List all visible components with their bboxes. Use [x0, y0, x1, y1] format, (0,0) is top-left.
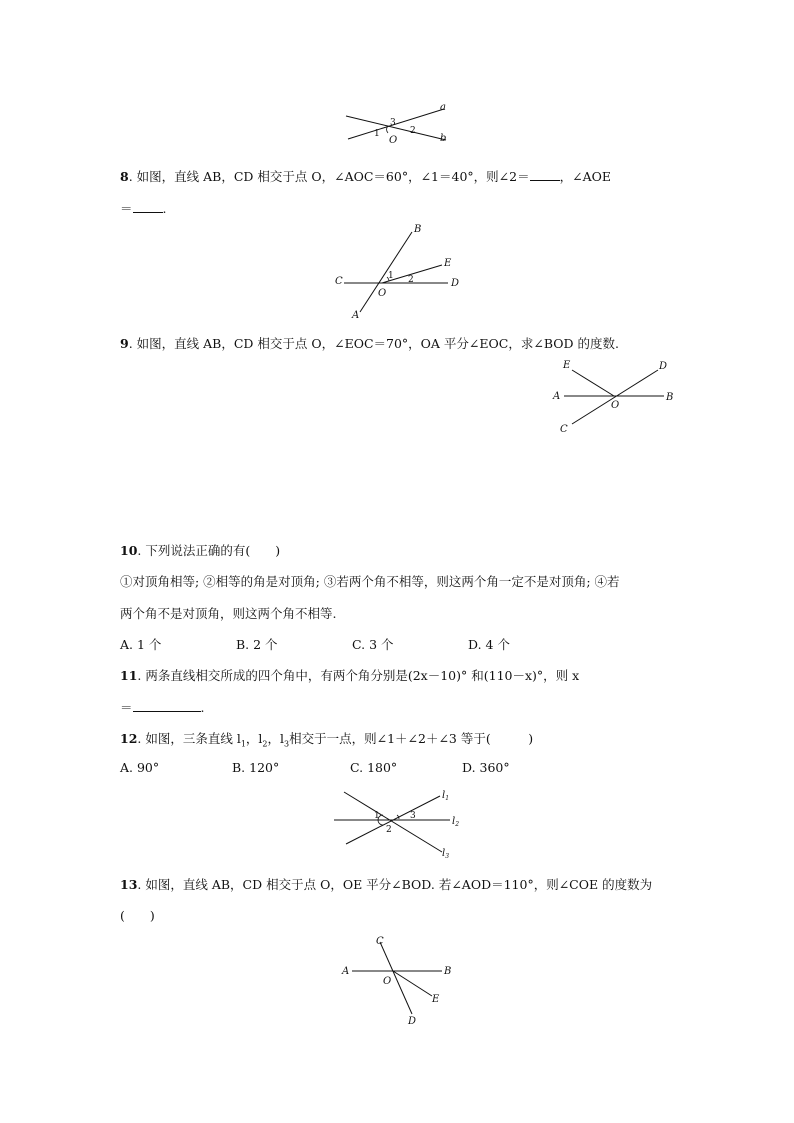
- equals-sign: ＝: [120, 201, 133, 216]
- figure-q12: [330, 786, 470, 862]
- question-text: . 如图，直线 AB，CD 相交于点 O，∠EOC＝70°，OA 平分∠EOC，求∠BOD 的度数.: [128, 336, 619, 351]
- label-D: D: [659, 361, 668, 372]
- question-8: [120, 167, 611, 185]
- ray-OE: [572, 370, 614, 396]
- label-angle-2: 2: [410, 126, 416, 136]
- period: .: [162, 201, 167, 216]
- question-9: [120, 334, 619, 352]
- question-text: . 两条直线相交所成的四个角中，有两个角分别是(2x－10)° 和(110－x)°，则 x: [137, 668, 580, 683]
- option-c[interactable]: C. 3 个: [352, 637, 394, 652]
- question-text: . 下列说法正确的有( ): [137, 543, 281, 558]
- option-b[interactable]: B. 120°: [232, 760, 280, 775]
- option-c[interactable]: C. 180°: [350, 760, 398, 775]
- label-A: A: [352, 310, 360, 321]
- label-B: B: [414, 224, 422, 235]
- label-a: a: [440, 102, 446, 113]
- label-D: D: [408, 1016, 417, 1027]
- figure-q13: [336, 930, 466, 1030]
- label-b: b: [440, 133, 447, 144]
- figure-q9: [548, 358, 680, 438]
- label-B: B: [444, 966, 452, 977]
- question-number: 8: [120, 169, 129, 184]
- label-O: O: [389, 135, 398, 146]
- label-angle-2: 2: [408, 275, 414, 285]
- equals-sign: ＝: [120, 700, 133, 715]
- option-b[interactable]: B. 2 个: [236, 637, 278, 652]
- answer-blank[interactable]: [133, 200, 163, 213]
- separator: ，l: [267, 731, 285, 746]
- label-l2: $l_2$: [452, 816, 460, 828]
- question-number: 13: [120, 877, 138, 892]
- label-l1: $l_1$: [442, 790, 450, 802]
- figure-q7: [340, 100, 460, 150]
- question-text-end: 相交于一点，则∠1＋∠2＋∠3 等于( ): [289, 731, 534, 746]
- option-a[interactable]: A. 1 个: [120, 637, 162, 652]
- answer-blank[interactable]: [133, 699, 201, 712]
- label-angle-1: 1: [388, 271, 394, 281]
- answer-blank[interactable]: [530, 168, 560, 181]
- figure-q8: [330, 222, 470, 322]
- question-13: [120, 875, 652, 893]
- label-D: D: [451, 278, 460, 289]
- option-a[interactable]: A. 90°: [120, 760, 160, 775]
- separator: ，l: [245, 731, 263, 746]
- question-10: [120, 541, 280, 559]
- question-11: [120, 666, 579, 684]
- label-E: E: [444, 258, 452, 269]
- question-8-line2: [120, 199, 167, 217]
- label-E: E: [432, 994, 440, 1005]
- subscript-3: 3: [284, 739, 290, 749]
- label-O: O: [383, 976, 392, 987]
- label-C: C: [335, 276, 343, 287]
- question-10-options: [120, 635, 510, 653]
- option-d[interactable]: D. 360°: [462, 760, 510, 775]
- line-l3: [344, 792, 442, 852]
- label-l3: $l_3$: [442, 848, 450, 860]
- subscript-1: 1: [240, 739, 246, 749]
- question-number: 10: [120, 543, 138, 558]
- option-d[interactable]: D. 4 个: [468, 637, 510, 652]
- question-13-line2: ( ): [120, 908, 155, 923]
- label-angle-3: 3: [390, 118, 396, 128]
- question-text: . 如图，直线 AB，CD 相交于点 O，∠AOC＝60°，∠1＝40°，则∠2＝: [128, 169, 530, 184]
- label-A: A: [342, 966, 350, 977]
- question-text: . 如图，三条直线 l: [137, 731, 241, 746]
- question-12-options: [120, 760, 510, 775]
- label-C: C: [560, 424, 568, 435]
- question-text-end: ，∠AOE: [559, 169, 611, 184]
- question-number: 9: [120, 336, 129, 351]
- label-B: B: [666, 392, 674, 403]
- line-AB: [360, 232, 412, 312]
- period: .: [200, 700, 205, 715]
- question-number: 11: [120, 668, 138, 683]
- label-O: O: [611, 400, 620, 411]
- label-angle-1: 1: [374, 811, 380, 821]
- question-12: [120, 729, 533, 749]
- label-angle-1: 1: [374, 129, 380, 139]
- label-A: A: [553, 391, 561, 402]
- label-E: E: [563, 360, 571, 371]
- question-number: 12: [120, 731, 138, 746]
- label-angle-2: 2: [386, 825, 392, 835]
- label-angle-3: 3: [410, 811, 416, 821]
- label-C: C: [376, 936, 384, 947]
- question-10-statements-cont: 两个角不是对顶角，则这两个角不相等.: [120, 606, 337, 621]
- question-text: . 如图，直线 AB，CD 相交于点 O，OE 平分∠BOD. 若∠AOD＝110°，则∠COE 的度数为: [137, 877, 653, 892]
- label-O: O: [378, 288, 387, 299]
- subscript-2: 2: [262, 739, 268, 749]
- question-10-statements: ①对顶角相等; ②相等的角是对顶角; ③若两个角不相等，则这两个角一定不是对顶角; ④若: [120, 574, 620, 589]
- question-11-line2: [120, 698, 205, 716]
